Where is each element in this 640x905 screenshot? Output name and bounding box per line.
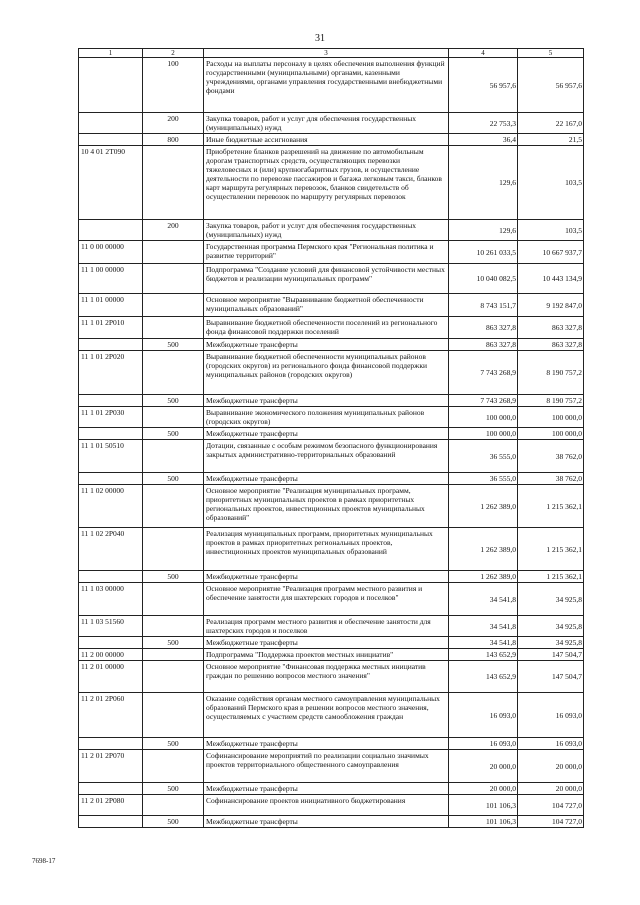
- row-amount-year2-cell: 103,5: [518, 146, 584, 220]
- row-expense-type-cell: 500: [143, 428, 204, 440]
- row-expense-type-cell: [143, 795, 204, 816]
- row-amount-year1-cell: 1 262 389,0: [449, 528, 518, 571]
- row-amount-year1-cell: 100 000,0: [449, 428, 518, 440]
- table-row: [79, 113, 584, 134]
- table-row: [79, 473, 584, 485]
- row-amount-year1-cell: 101 106,3: [449, 816, 518, 828]
- row-amount-year2-cell: 147 504,7: [518, 649, 584, 661]
- row-amount-year2-cell: 16 093,0: [518, 693, 584, 738]
- table-row: [79, 294, 584, 317]
- row-code-cell: 11 1 00 00000: [79, 264, 143, 294]
- row-name-cell: Оказание содействия органам местного самоуправления муниципальных образований Пермского края в решении вопросов местного значения, осуществляемых с участием средств самообложения граждан: [204, 693, 449, 738]
- row-code-cell: [79, 738, 143, 750]
- table-row: [79, 816, 584, 828]
- row-code-cell: 11 1 03 51560: [79, 616, 143, 637]
- row-name-cell: Закупка товаров, работ и услуг для обеспечения государственных (муниципальных) нужд: [204, 113, 449, 134]
- row-amount-year2-cell: 103,5: [518, 220, 584, 241]
- row-expense-type-cell: 800: [143, 134, 204, 146]
- row-amount-year2-cell: 100 000,0: [518, 428, 584, 440]
- row-amount-year2-cell: 20 000,0: [518, 783, 584, 795]
- row-name-cell: Софинансирование мероприятий по реализации социально значимых проектов территориального общественного самоуправления: [204, 750, 449, 783]
- row-code-cell: [79, 571, 143, 583]
- row-expense-type-cell: 500: [143, 339, 204, 351]
- table-row: [79, 616, 584, 637]
- table-body: [79, 58, 584, 828]
- row-expense-type-cell: [143, 485, 204, 528]
- table-row: [79, 134, 584, 146]
- row-code-cell: 11 1 01 2P020: [79, 351, 143, 395]
- row-amount-year2-cell: 8 190 757,2: [518, 351, 584, 395]
- row-name-cell: Межбюджетные трансферты: [204, 783, 449, 795]
- row-expense-type-cell: [143, 264, 204, 294]
- header-col-4: 4: [449, 49, 518, 58]
- row-amount-year1-cell: 34 541,8: [449, 616, 518, 637]
- row-amount-year1-cell: 101 106,3: [449, 795, 518, 816]
- row-amount-year2-cell: 10 443 134,9: [518, 264, 584, 294]
- row-amount-year1-cell: 20 000,0: [449, 783, 518, 795]
- table-row: [79, 637, 584, 649]
- row-amount-year1-cell: 36,4: [449, 134, 518, 146]
- row-code-cell: 11 1 02 2P040: [79, 528, 143, 571]
- table-row: [79, 485, 584, 528]
- row-expense-type-cell: [143, 528, 204, 571]
- row-amount-year1-cell: 8 743 151,7: [449, 294, 518, 317]
- table-row: [79, 440, 584, 473]
- header-col-3: 3: [204, 49, 449, 58]
- row-name-cell: Подпрограмма "Поддержка проектов местных инициатив": [204, 649, 449, 661]
- row-expense-type-cell: 200: [143, 113, 204, 134]
- row-code-cell: 11 1 01 2P010: [79, 317, 143, 339]
- row-expense-type-cell: [143, 693, 204, 738]
- row-name-cell: Подпрограмма "Создание условий для финансовой устойчивости местных бюджетов и реализации муниципальных программ": [204, 264, 449, 294]
- page-number: 31: [315, 33, 325, 44]
- table-row: [79, 738, 584, 750]
- table-row: [79, 428, 584, 440]
- row-amount-year2-cell: 34 925,8: [518, 637, 584, 649]
- row-code-cell: 11 0 00 00000: [79, 241, 143, 264]
- table-row: [79, 583, 584, 616]
- row-amount-year2-cell: 100 000,0: [518, 407, 584, 428]
- row-code-cell: 11 1 01 00000: [79, 294, 143, 317]
- row-amount-year2-cell: 147 504,7: [518, 661, 584, 693]
- table-row: [79, 649, 584, 661]
- row-code-cell: [79, 339, 143, 351]
- row-amount-year1-cell: 7 743 268,9: [449, 395, 518, 407]
- row-amount-year1-cell: 16 093,0: [449, 738, 518, 750]
- row-amount-year2-cell: 863 327,8: [518, 317, 584, 339]
- row-expense-type-cell: 100: [143, 58, 204, 113]
- row-name-cell: Основное мероприятие "Реализация программ местного развития и обеспечение занятости для шахтерских городов и поселков": [204, 583, 449, 616]
- row-expense-type-cell: 500: [143, 473, 204, 485]
- row-amount-year1-cell: 143 652,9: [449, 649, 518, 661]
- table-header-row: [79, 49, 584, 58]
- row-code-cell: 11 2 01 00000: [79, 661, 143, 693]
- row-name-cell: Межбюджетные трансферты: [204, 571, 449, 583]
- row-amount-year2-cell: 1 215 362,1: [518, 528, 584, 571]
- table-row: [79, 661, 584, 693]
- row-name-cell: Иные бюджетные ассигнования: [204, 134, 449, 146]
- row-name-cell: Межбюджетные трансферты: [204, 395, 449, 407]
- row-expense-type-cell: [143, 661, 204, 693]
- table-row: [79, 220, 584, 241]
- row-name-cell: Софинансирование проектов инициативного бюджетирования: [204, 795, 449, 816]
- row-code-cell: 11 2 00 00000: [79, 649, 143, 661]
- table-row: [79, 241, 584, 264]
- row-amount-year2-cell: 34 925,8: [518, 583, 584, 616]
- row-name-cell: Межбюджетные трансферты: [204, 473, 449, 485]
- row-amount-year2-cell: 21,5: [518, 134, 584, 146]
- row-code-cell: 10 4 01 2T090: [79, 146, 143, 220]
- row-name-cell: Приобретение бланков разрешений на движение по автомобильным дорогам транспортных средств, осуществляющих перевозки тяжеловесных и (или) крупногабаритных грузов, и осуществление деятельности по перевозке пассажиров и багажа легковым такси, бланков карт маршрута регулярных перевозок, бланков свидетельств об осуществлении перевозок по маршруту регулярных перевозок: [204, 146, 449, 220]
- row-amount-year1-cell: 1 262 389,0: [449, 571, 518, 583]
- row-expense-type-cell: 200: [143, 220, 204, 241]
- row-amount-year1-cell: 10 261 033,5: [449, 241, 518, 264]
- row-name-cell: Дотации, связанные с особым режимом безопасного функционирования закрытых административно-территориальных образований: [204, 440, 449, 473]
- row-amount-year1-cell: 129,6: [449, 220, 518, 241]
- table-row: [79, 317, 584, 339]
- row-name-cell: Основное мероприятие "Реализация муниципальных программ, приоритетных муниципальных проектов в рамках приоритетных региональных проектов, инвестиционных проектов муниципальных образований": [204, 485, 449, 528]
- row-expense-type-cell: 500: [143, 637, 204, 649]
- table-row: [79, 693, 584, 738]
- row-amount-year1-cell: 34 541,8: [449, 637, 518, 649]
- row-code-cell: [79, 58, 143, 113]
- row-amount-year1-cell: 1 262 389,0: [449, 485, 518, 528]
- row-expense-type-cell: 500: [143, 571, 204, 583]
- row-expense-type-cell: 500: [143, 783, 204, 795]
- row-amount-year1-cell: 863 327,8: [449, 317, 518, 339]
- table-row: [79, 395, 584, 407]
- row-amount-year1-cell: 22 753,3: [449, 113, 518, 134]
- row-amount-year2-cell: 104 727,0: [518, 816, 584, 828]
- row-name-cell: Реализация программ местного развития и обеспечение занятости для шахтерских городов и поселков: [204, 616, 449, 637]
- row-name-cell: Реализация муниципальных программ, приоритетных муниципальных проектов в рамках приоритетных региональных проектов, инвестиционных проектов муниципальных образований: [204, 528, 449, 571]
- row-expense-type-cell: [143, 616, 204, 637]
- row-amount-year1-cell: 10 040 082,5: [449, 264, 518, 294]
- row-name-cell: Межбюджетные трансферты: [204, 637, 449, 649]
- row-amount-year2-cell: 104 727,0: [518, 795, 584, 816]
- table-row: [79, 339, 584, 351]
- row-code-cell: [79, 473, 143, 485]
- row-amount-year1-cell: 34 541,8: [449, 583, 518, 616]
- row-name-cell: Выравнивание бюджетной обеспеченности поселений из регионального фонда финансовой поддержки поселений: [204, 317, 449, 339]
- row-amount-year2-cell: 9 192 847,0: [518, 294, 584, 317]
- row-code-cell: 11 2 01 2P070: [79, 750, 143, 783]
- row-amount-year1-cell: 143 652,9: [449, 661, 518, 693]
- row-amount-year1-cell: 100 000,0: [449, 407, 518, 428]
- row-name-cell: Основное мероприятие "Выравнивание бюджетной обеспеченности муниципальных образований": [204, 294, 449, 317]
- row-expense-type-cell: [143, 146, 204, 220]
- row-expense-type-cell: [143, 407, 204, 428]
- row-name-cell: Межбюджетные трансферты: [204, 339, 449, 351]
- row-amount-year2-cell: 16 093,0: [518, 738, 584, 750]
- table-row: [79, 571, 584, 583]
- row-amount-year1-cell: 7 743 268,9: [449, 351, 518, 395]
- row-expense-type-cell: 500: [143, 816, 204, 828]
- row-amount-year2-cell: 34 925,8: [518, 616, 584, 637]
- row-amount-year1-cell: 36 555,0: [449, 473, 518, 485]
- row-amount-year2-cell: 38 762,0: [518, 473, 584, 485]
- table-row: [79, 407, 584, 428]
- row-amount-year2-cell: 20 000,0: [518, 750, 584, 783]
- table-row: [79, 750, 584, 783]
- row-code-cell: [79, 395, 143, 407]
- row-code-cell: 11 1 02 00000: [79, 485, 143, 528]
- row-expense-type-cell: [143, 440, 204, 473]
- row-expense-type-cell: [143, 294, 204, 317]
- budget-table: [78, 48, 584, 828]
- header-col-2: 2: [143, 49, 204, 58]
- table-row: [79, 795, 584, 816]
- row-code-cell: 11 1 01 2P030: [79, 407, 143, 428]
- row-amount-year2-cell: 56 957,6: [518, 58, 584, 113]
- row-name-cell: Межбюджетные трансферты: [204, 428, 449, 440]
- header-col-1: 1: [79, 49, 143, 58]
- row-name-cell: Государственная программа Пермского края "Региональная политика и развитие территорий": [204, 241, 449, 264]
- table-row: [79, 264, 584, 294]
- row-name-cell: Выравнивание экономического положения муниципальных районов (городских округов): [204, 407, 449, 428]
- header-col-5: 5: [518, 49, 584, 58]
- row-expense-type-cell: [143, 241, 204, 264]
- row-name-cell: Основное мероприятие "Финансовая поддержка местных инициатив граждан по решению вопросов местного значения": [204, 661, 449, 693]
- row-amount-year2-cell: 22 167,0: [518, 113, 584, 134]
- row-code-cell: [79, 783, 143, 795]
- row-expense-type-cell: [143, 750, 204, 783]
- row-name-cell: Межбюджетные трансферты: [204, 738, 449, 750]
- row-code-cell: [79, 113, 143, 134]
- row-amount-year2-cell: 863 327,8: [518, 339, 584, 351]
- table-row: [79, 783, 584, 795]
- row-expense-type-cell: [143, 351, 204, 395]
- row-expense-type-cell: [143, 583, 204, 616]
- row-amount-year1-cell: 56 957,6: [449, 58, 518, 113]
- row-name-cell: Межбюджетные трансферты: [204, 816, 449, 828]
- row-amount-year1-cell: 863 327,8: [449, 339, 518, 351]
- row-name-cell: Закупка товаров, работ и услуг для обеспечения государственных (муниципальных) нужд: [204, 220, 449, 241]
- row-expense-type-cell: 500: [143, 395, 204, 407]
- row-code-cell: 11 2 01 2P080: [79, 795, 143, 816]
- row-code-cell: 11 1 03 00000: [79, 583, 143, 616]
- row-amount-year1-cell: 20 000,0: [449, 750, 518, 783]
- footer-document-code: 7698-17: [32, 857, 56, 865]
- row-amount-year1-cell: 129,6: [449, 146, 518, 220]
- row-code-cell: 11 2 01 2P060: [79, 693, 143, 738]
- row-amount-year2-cell: 38 762,0: [518, 440, 584, 473]
- row-code-cell: 11 1 01 50510: [79, 440, 143, 473]
- row-name-cell: Расходы на выплаты персоналу в целях обеспечения выполнения функций государственными (муниципальными) органами, казенными учреждениями, органами управления государственными внебюджетными фондами: [204, 58, 449, 113]
- row-amount-year1-cell: 16 093,0: [449, 693, 518, 738]
- row-expense-type-cell: [143, 317, 204, 339]
- row-code-cell: [79, 816, 143, 828]
- row-amount-year1-cell: 36 555,0: [449, 440, 518, 473]
- row-amount-year2-cell: 8 190 757,2: [518, 395, 584, 407]
- row-amount-year2-cell: 1 215 362,1: [518, 571, 584, 583]
- row-name-cell: Выравнивание бюджетной обеспеченности муниципальных районов (городских округов) из регионального фонда финансовой поддержки муниципальных районов (городских округов): [204, 351, 449, 395]
- table-row: [79, 146, 584, 220]
- row-amount-year2-cell: 10 667 937,7: [518, 241, 584, 264]
- row-expense-type-cell: 500: [143, 738, 204, 750]
- table-row: [79, 351, 584, 395]
- row-amount-year2-cell: 1 215 362,1: [518, 485, 584, 528]
- row-code-cell: [79, 134, 143, 146]
- row-code-cell: [79, 428, 143, 440]
- row-code-cell: [79, 220, 143, 241]
- table-row: [79, 58, 584, 113]
- row-code-cell: [79, 637, 143, 649]
- table-row: [79, 528, 584, 571]
- row-expense-type-cell: [143, 649, 204, 661]
